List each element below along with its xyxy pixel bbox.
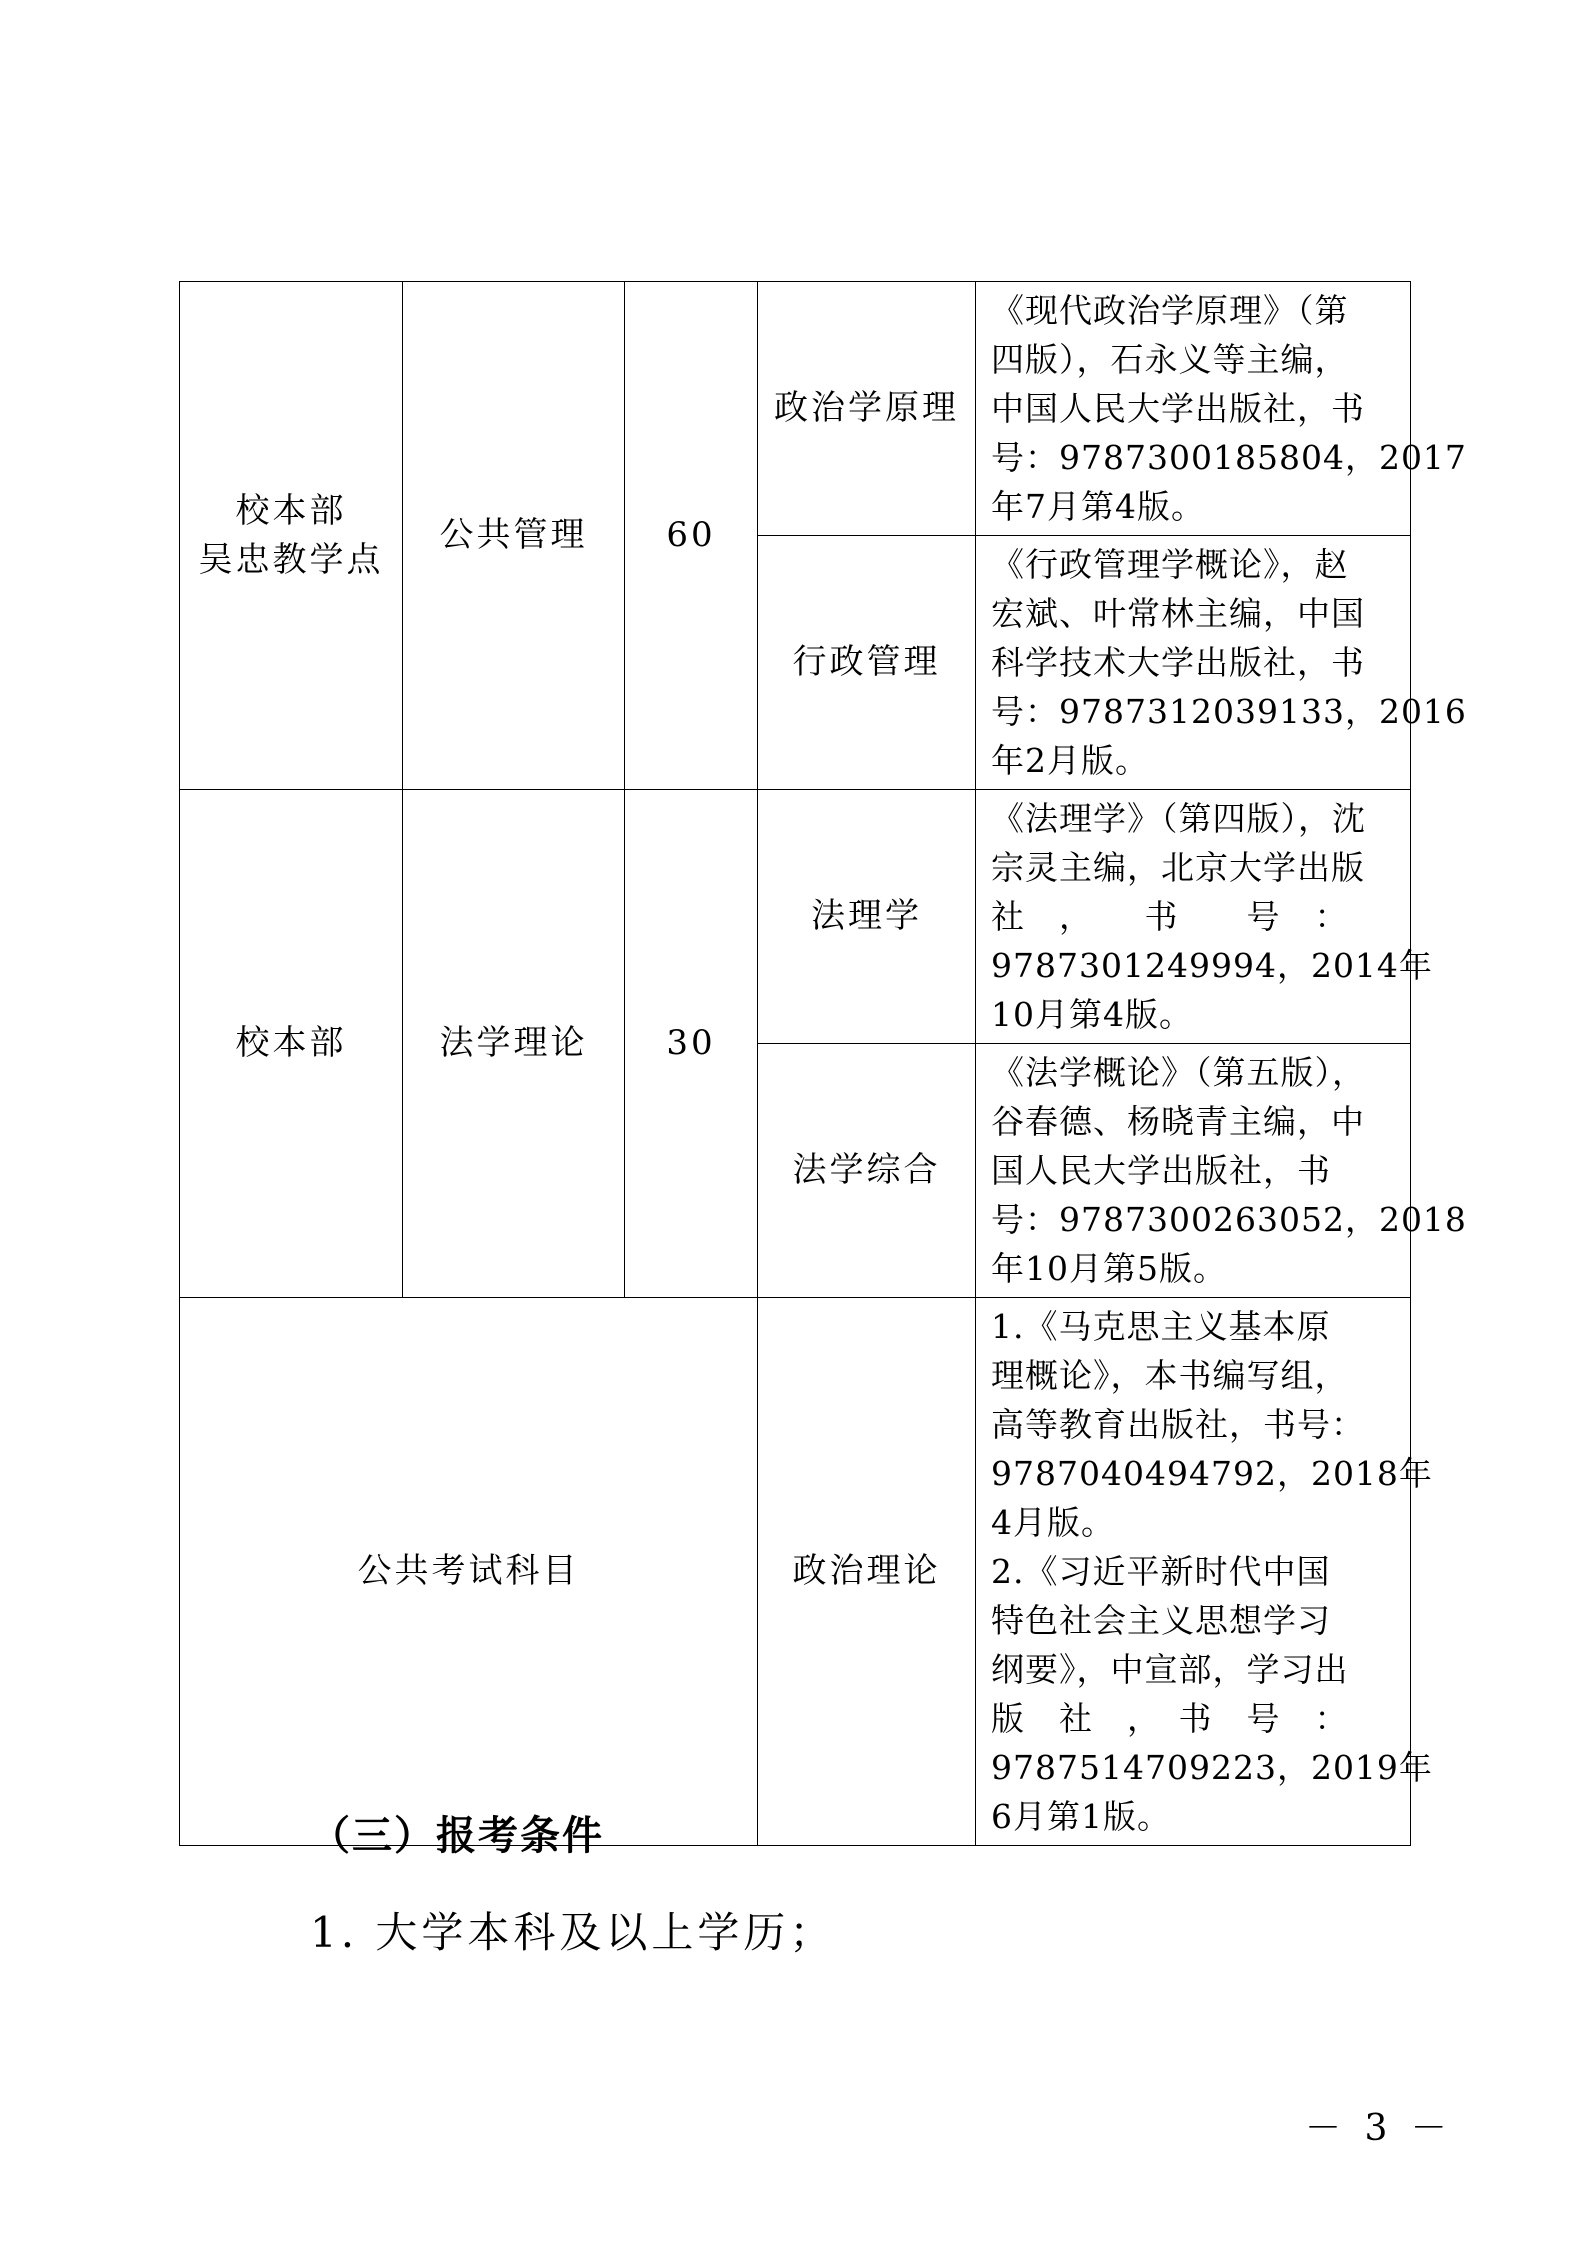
book-line: 谷春德、杨晓青主编，中 (991, 1102, 1365, 1141)
book-line: 号：9787312039133，2016 (991, 692, 1467, 731)
book-line: 《法学概论》（第五版）， (991, 1053, 1366, 1092)
campus-teaching-point: 吴忠教学点 (198, 539, 384, 580)
book-line: 科学技术大学出版社，书 (991, 643, 1365, 682)
subject-cell: 政治理论 (758, 1298, 976, 1846)
book-line: 特色社会主义思想学习 (991, 1601, 1331, 1640)
book-line: 版 社 ， 书 号 ： (991, 1699, 1349, 1738)
condition-item-1: 1. 大学本科及以上学历； (310, 1908, 836, 1957)
book-line: 年7月第4版。 (991, 487, 1205, 526)
reference-book-cell (976, 536, 1467, 790)
reference-book-cell (976, 1044, 1467, 1298)
book-line: 年2月版。 (991, 741, 1149, 780)
reference-book-cell (976, 282, 1467, 536)
book-line: 2.《习近平新时代中国 (991, 1552, 1331, 1591)
book-line: 高等教育出版社，书号： (991, 1405, 1365, 1444)
book-line: 《法理学》（第四版），沈 (991, 799, 1366, 838)
reference-book-cell (976, 790, 1433, 1044)
book-line: 纲要》，中宣部，学习出 (991, 1650, 1349, 1689)
book-line: 宗灵主编，北京大学出版 (991, 848, 1365, 887)
book-line: 9787514709223，2019年 (991, 1748, 1433, 1787)
table-row (180, 790, 1411, 1044)
book-line: 国人民大学出版社，书 (991, 1151, 1331, 1190)
public-subjects-label: 公共考试科目 (180, 1298, 758, 1846)
book-line: 四版），石永义等主编， (991, 340, 1349, 379)
page-number: － 3 － (1305, 2108, 1453, 2149)
book-line: 中国人民大学出版社，书 (991, 389, 1365, 428)
book-line: 宏斌、叶常林主编，中国 (991, 594, 1365, 633)
major-cell: 公共管理 (403, 282, 625, 790)
book-line: 年10月第5版。 (991, 1249, 1227, 1288)
quota-cell: 30 (625, 790, 758, 1298)
book-line: 4月版。 (991, 1503, 1115, 1542)
book-line: 9787301249994，2014年 (991, 946, 1433, 985)
campus-name: 校本部 (235, 490, 347, 531)
campus-cell (180, 282, 403, 790)
subject-cell: 法理学 (758, 790, 976, 1044)
table-row (180, 1298, 1411, 1846)
section-heading: （三）报考条件 (310, 1813, 604, 1859)
book-line: 6月第1版。 (991, 1797, 1171, 1836)
major-cell: 法学理论 (403, 790, 625, 1298)
book-line: 9787040494792，2018年 (991, 1454, 1433, 1493)
book-line: 《行政管理学概论》，赵 (991, 545, 1349, 584)
book-line: 号：9787300263052，2018 (991, 1200, 1467, 1239)
book-line: 《现代政治学原理》（第 (991, 291, 1349, 330)
book-line: 10月第4版。 (991, 995, 1193, 1034)
book-line: 号：9787300185804，2017 (991, 438, 1467, 477)
subject-cell: 行政管理 (758, 536, 976, 790)
table-row (180, 282, 1411, 536)
campus-cell: 校本部 (180, 790, 403, 1298)
quota-cell: 60 (625, 282, 758, 790)
subject-cell: 法学综合 (758, 1044, 976, 1298)
subject-cell: 政治学原理 (758, 282, 976, 536)
book-line: 社 ， 书 号 ： (991, 897, 1349, 936)
exam-subjects-table (179, 281, 1467, 1846)
book-line: 1.《马克思主义基本原 (991, 1307, 1331, 1346)
book-line: 理概论》，本书编写组， (991, 1356, 1349, 1395)
reference-book-cell (976, 1298, 1433, 1846)
